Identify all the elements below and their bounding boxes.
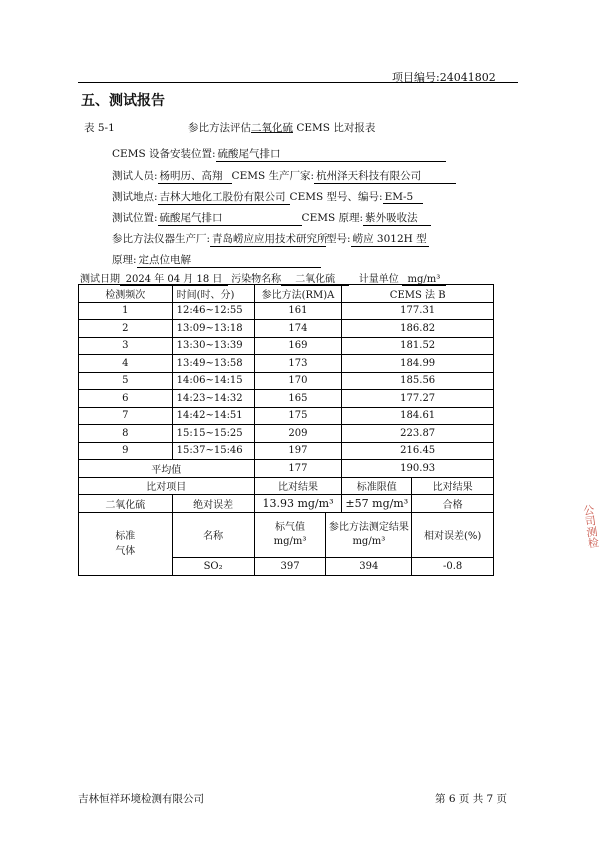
date-value: 2024 年 04 月 18 日: [120, 270, 228, 286]
ref-maker-value: 青岛崂应应用技术研究所: [212, 233, 328, 245]
row-rm: 169: [254, 337, 342, 355]
company-seal: 公司测检: [581, 503, 600, 549]
ref-model-label: 型号:: [326, 233, 351, 245]
row-cems: 184.99: [342, 355, 494, 373]
row-time: 14:42~14:51: [172, 407, 254, 425]
position-value: 硫酸尾气排口: [158, 210, 302, 226]
principle-value: 紫外吸收法: [363, 210, 431, 226]
header-frequency: 检测频次: [79, 285, 173, 303]
table-row: [79, 355, 494, 373]
table-row: [79, 372, 494, 390]
table-row: [79, 425, 494, 443]
compare-result: 13.93 mg/m³: [254, 495, 342, 513]
row-frequency: 4: [79, 355, 173, 373]
row-time: 15:15~15:25: [172, 425, 254, 443]
average-a: 177: [254, 460, 342, 478]
row-rm: 170: [254, 372, 342, 390]
gas-header-std: 标气值 mg/m³: [254, 512, 326, 557]
compare-row: [79, 495, 494, 513]
gas-ref-value: 394: [326, 557, 412, 575]
average-label: 平均值: [79, 460, 255, 478]
compare-pollutant: 二氧化硫: [79, 495, 173, 513]
row-cems: 223.87: [342, 425, 494, 443]
compare-type: 绝对误差: [172, 495, 254, 513]
row-rm: 175: [254, 407, 342, 425]
table-title-pollutant: 二氧化硫: [251, 122, 293, 134]
model-label: CEMS 型号、编号:: [289, 191, 383, 203]
row-time: 13:30~13:39: [172, 337, 254, 355]
compare-header-result: 比对结果: [254, 477, 342, 495]
install-value: 硫酸尾气排口: [216, 146, 446, 162]
gas-std-value: 397: [254, 557, 326, 575]
maker-label: CEMS 生产厂家:: [231, 170, 315, 182]
average-b: 190.93: [342, 460, 494, 478]
table-row: [79, 320, 494, 338]
gas-header-ref: 参比方法测定结果 mg/m³: [326, 512, 412, 557]
date-label: 测试日期: [80, 274, 120, 285]
row-time: 12:46~12:55: [172, 302, 254, 320]
install-line: [112, 146, 446, 162]
row-frequency: 8: [79, 425, 173, 443]
average-row: [79, 460, 494, 478]
table-title: [188, 120, 375, 135]
maker-value: 杭州泽天科技有限公司: [314, 168, 456, 184]
header-rule: [78, 82, 518, 83]
row-time: 13:09~13:18: [172, 320, 254, 338]
row-rm: 173: [254, 355, 342, 373]
table-title-suffix: CEMS 比对报表: [293, 122, 376, 134]
gas-name: SO₂: [172, 557, 254, 575]
compare-verdict: 合格: [412, 495, 494, 513]
row-cems: 177.27: [342, 390, 494, 408]
footer-page: 第 6 页 共 7 页: [435, 793, 508, 805]
gas-header-name: 名称: [172, 512, 254, 557]
table-row: [79, 337, 494, 355]
row-cems: 181.52: [342, 337, 494, 355]
ref-maker-label: 参比方法仪器生产厂:: [112, 233, 211, 245]
site-value: 吉林大地化工股份有限公司: [158, 189, 290, 205]
row-rm: 161: [254, 302, 342, 320]
row-rm: 165: [254, 390, 342, 408]
model-value: EM-5: [383, 191, 423, 204]
ref-model-value: 崂应 3012H 型: [352, 233, 427, 245]
comparison-table: [78, 284, 494, 576]
row-cems: 177.31: [342, 302, 494, 320]
compare-header-limit: 标准限值: [342, 477, 412, 495]
row-rm: 197: [254, 442, 342, 460]
table-number: 表 5-1: [84, 122, 115, 134]
row-frequency: 2: [79, 320, 173, 338]
position-label: 测试位置:: [112, 212, 158, 224]
compare-header-verdict: 比对结果: [412, 477, 494, 495]
row-cems: 184.61: [342, 407, 494, 425]
table-row: [79, 390, 494, 408]
ref-principle-value: 定点位电解: [137, 252, 321, 268]
principle-label: CEMS 原理:: [301, 212, 364, 224]
install-label: CEMS 设备安装位置:: [112, 148, 216, 160]
gas-error-value: -0.8: [412, 557, 494, 575]
footer-company: 吉林恒祥环境检测有限公司: [78, 793, 204, 805]
section-title: 五、测试报告: [81, 93, 165, 109]
row-cems: 186.82: [342, 320, 494, 338]
row-time: 14:06~14:15: [172, 372, 254, 390]
row-cems: 216.45: [342, 442, 494, 460]
compare-header-item: 比对项目: [79, 477, 255, 495]
gas-label: 标准 气体: [79, 512, 173, 575]
gas-header-error: 相对误差(%): [412, 512, 494, 557]
unit-label: 计量单位: [358, 274, 399, 285]
row-frequency: 9: [79, 442, 173, 460]
compare-header-row: [79, 477, 494, 495]
gas-header-row: [79, 512, 494, 557]
ref-principle-label: 原理:: [112, 254, 137, 266]
unit-value: mg/m³: [402, 274, 446, 286]
compare-limit: ±57 mg/m³: [342, 495, 412, 513]
ref-maker-line: [112, 231, 429, 247]
header-cems: CEMS 法 B: [342, 285, 494, 303]
row-frequency: 1: [79, 302, 173, 320]
row-rm: 209: [254, 425, 342, 443]
row-time: 15:37~15:46: [172, 442, 254, 460]
row-frequency: 7: [79, 407, 173, 425]
site-label: 测试地点:: [112, 191, 158, 203]
row-time: 14:23~14:32: [172, 390, 254, 408]
tester-label: 测试人员:: [112, 170, 158, 182]
row-rm: 174: [254, 320, 342, 338]
project-number: 项目编号:24041802: [392, 71, 496, 84]
table-row: [79, 442, 494, 460]
site-line: [112, 189, 423, 205]
row-frequency: 6: [79, 390, 173, 408]
position-line: [112, 210, 431, 226]
row-cems: 185.56: [342, 372, 494, 390]
header-time: 时间(时、分): [172, 285, 254, 303]
row-frequency: 3: [79, 337, 173, 355]
table-row: [79, 302, 494, 320]
row-time: 13:49~13:58: [172, 355, 254, 373]
pollutant-value: 二氧化硫: [281, 270, 349, 286]
table-title-prefix: 参比方法评估: [188, 122, 251, 134]
table-header-row: [79, 285, 494, 303]
pollutant-label: 污染物名称: [231, 274, 282, 285]
table-row: [79, 407, 494, 425]
header-rm: 参比方法(RM)A: [254, 285, 342, 303]
row-frequency: 5: [79, 372, 173, 390]
tester-value: 杨明历、高翔: [158, 168, 232, 184]
tester-line: [112, 168, 456, 184]
ref-principle-line: [112, 252, 321, 268]
